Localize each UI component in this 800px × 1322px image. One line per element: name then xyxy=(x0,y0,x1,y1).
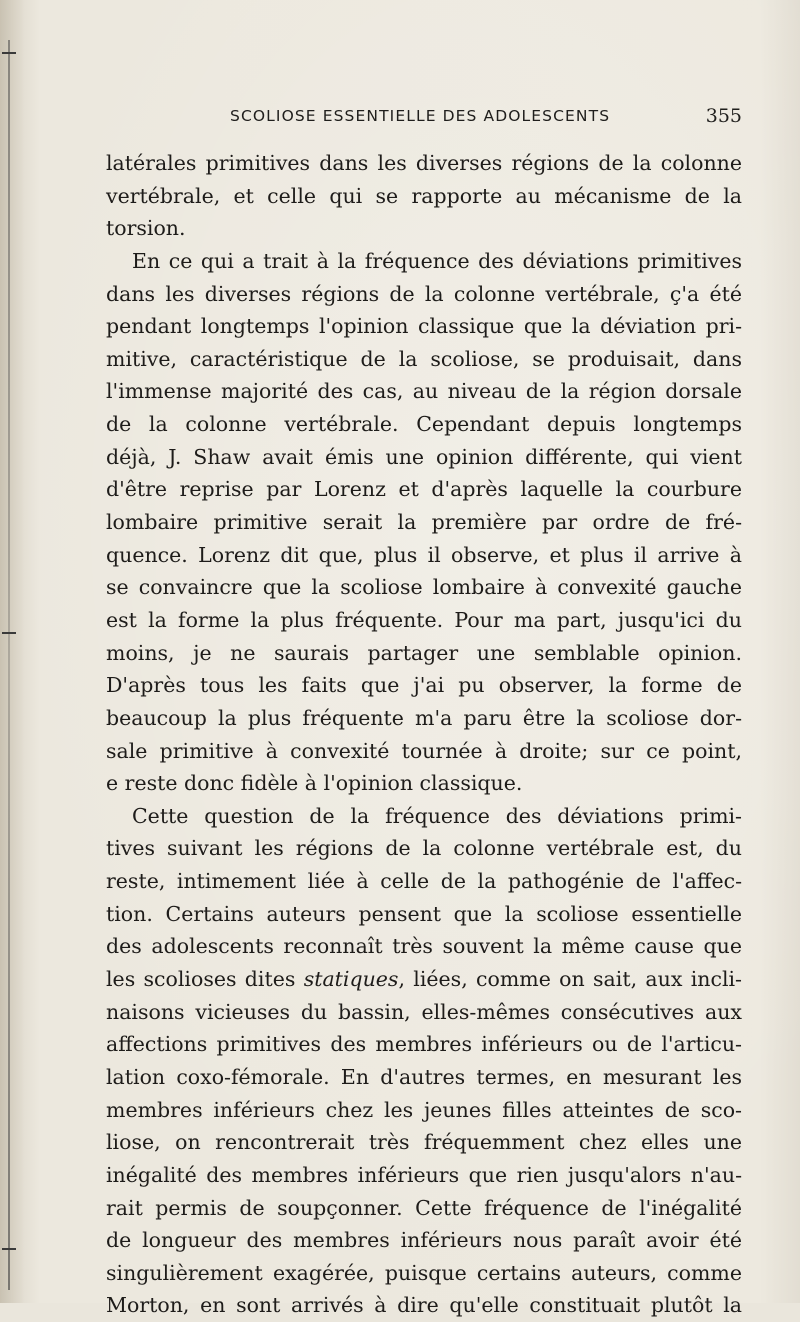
page-number: 355 xyxy=(705,105,742,127)
text-line: inégalité des membres inférieurs que rien jusqu'alors n'au- xyxy=(106,1162,742,1187)
text-line: tion. Certains auteurs pensent que la scoliose essentielle xyxy=(106,901,742,926)
text-line: tives suivant les régions de la colonne vertébrale est, du xyxy=(106,836,742,861)
text-line: lombaire primitive serait la première par ordre de fré- xyxy=(106,510,742,535)
text-line: de la colonne vertébrale. Cependant depuis longtemps xyxy=(106,412,742,437)
text-line: membres inférieurs chez les jeunes filles atteintes de sco- xyxy=(106,1097,742,1122)
text-line: pendant longtemps l'opinion classique que la déviation pri- xyxy=(106,314,742,339)
text-line: rait permis de soupçonner. Cette fréquence de l'inégalité xyxy=(106,1195,742,1220)
text-line: naisons vicieuses du bassin, elles-mêmes consécutives aux xyxy=(106,999,742,1024)
text-segment: les scolioses dites xyxy=(106,967,304,992)
text-line: singulièrement exagérée, puisque certains auteurs, comme xyxy=(106,1260,742,1285)
text-line: D'après tous les faits que j'ai pu observer, la forme de xyxy=(106,673,742,698)
text-line: reste, intimement liée à celle de la pathogénie de l'affec- xyxy=(106,869,742,894)
paragraph-first-line: En ce qui a trait à la fréquence des déviations primitives xyxy=(132,248,742,273)
text-line: des adolescents reconnaît très souvent la même cause que xyxy=(106,934,742,959)
text-line: l'immense majorité des cas, au niveau de la région dorsale xyxy=(106,379,742,404)
text-line: torsion. xyxy=(106,216,186,241)
text-line: affections primitives des membres inférieurs ou de l'articu- xyxy=(106,1032,742,1057)
text-line: se convaincre que la scoliose lombaire à convexité gauche xyxy=(106,575,742,600)
italic-term: statiques xyxy=(303,967,399,992)
text-line: déjà, J. Shaw avait émis une opinion différente, qui vient xyxy=(106,444,742,469)
binding-mark xyxy=(2,1248,16,1250)
page-binding-edge xyxy=(0,0,24,1303)
text-line: de longueur des membres inférieurs nous paraît avoir été xyxy=(106,1228,742,1253)
running-title: SCOLIOSE ESSENTIELLE DES ADOLESCENTS xyxy=(230,107,611,125)
text-line: quence. Lorenz dit que, plus il observe, et plus il arrive à xyxy=(106,542,742,567)
text-line: latérales primitives dans les diverses régions de la colonne xyxy=(106,151,742,175)
text-line: e reste donc fidèle à l'opinion classique. xyxy=(106,771,523,796)
text-line: mitive, caractéristique de la scoliose, se produisait, dans xyxy=(106,346,742,371)
body-text xyxy=(106,147,742,1322)
text-line: beaucoup la plus fréquente m'a paru être la scoliose dor- xyxy=(106,705,742,730)
text-line: sale primitive à convexité tournée à droite; sur ce point, xyxy=(106,738,742,763)
text-line: d'être reprise par Lorenz et d'après laquelle la courbure xyxy=(106,477,742,502)
paragraph-first-line: Cette question de la fréquence des déviations primi- xyxy=(132,803,742,828)
text-line: vertébrale, et celle qui se rapporte au mécanisme de la xyxy=(106,183,742,208)
text-line: lation coxo-fémorale. En d'autres termes, en mesurant les xyxy=(106,1064,742,1089)
text-line: moins, je ne saurais partager une semblable opinion. xyxy=(106,640,742,665)
running-header xyxy=(106,105,742,131)
text-line: liose, on rencontrerait très fréquemment chez elles une xyxy=(106,1130,742,1155)
binding-mark xyxy=(2,52,16,54)
binding-shadow-line xyxy=(8,40,10,1290)
text-line: dans les diverses régions de la colonne vertébrale, ç'a été xyxy=(106,281,742,306)
text-line-with-italic xyxy=(106,963,742,996)
text-line: est la forme la plus fréquente. Pour ma part, jusqu'ici du xyxy=(106,607,742,632)
text-line: Morton, en sont arrivés à dire qu'elle constituait plutôt la xyxy=(106,1293,742,1318)
binding-mark xyxy=(2,632,16,634)
text-segment: , liées, comme on sait, aux incli- xyxy=(398,967,742,992)
